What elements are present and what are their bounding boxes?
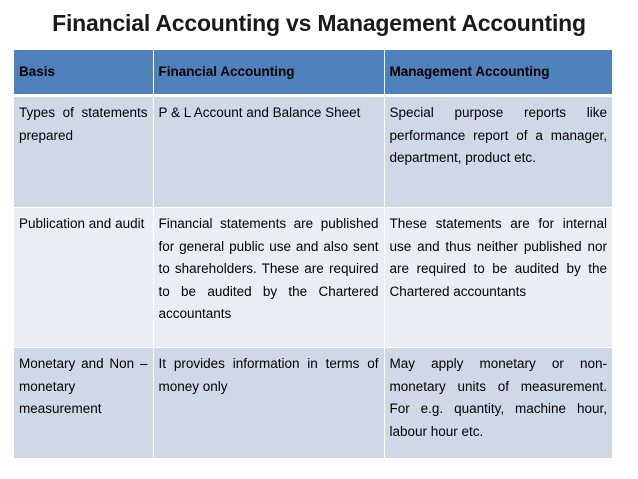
comparison-table (14, 50, 612, 459)
table-row (14, 208, 612, 348)
cell-management: Special purpose reports like performance report of a manager, department, product etc. (384, 96, 612, 208)
slide-title: Financial Accounting vs Management Accounting (52, 10, 586, 36)
table-row (14, 96, 612, 208)
header-financial-accounting: Financial Accounting (153, 50, 384, 96)
cell-financial: P & L Account and Balance Sheet (153, 96, 384, 208)
cell-basis: Types of statements prepared (14, 96, 153, 208)
cell-basis: Monetary and Non – monetary measurement (14, 348, 153, 459)
cell-basis: Publication and audit (14, 208, 153, 348)
header-basis: Basis (14, 50, 153, 96)
cell-management: These statements are for internal use and thus neither published nor are required to be audited by the Chartered accountants (384, 208, 612, 348)
table-row (14, 348, 612, 459)
cell-financial: It provides information in terms of money only (153, 348, 384, 459)
cell-management: May apply monetary or non-monetary units of measurement. For e.g. quantity, machine hour, labour hour etc. (384, 348, 612, 459)
table-header-row (14, 50, 612, 96)
cell-financial: Financial statements are published for general public use and also sent to shareholders. These are required to be audited by the Chartered accountants (153, 208, 384, 348)
header-management-accounting: Management Accounting (384, 50, 612, 96)
